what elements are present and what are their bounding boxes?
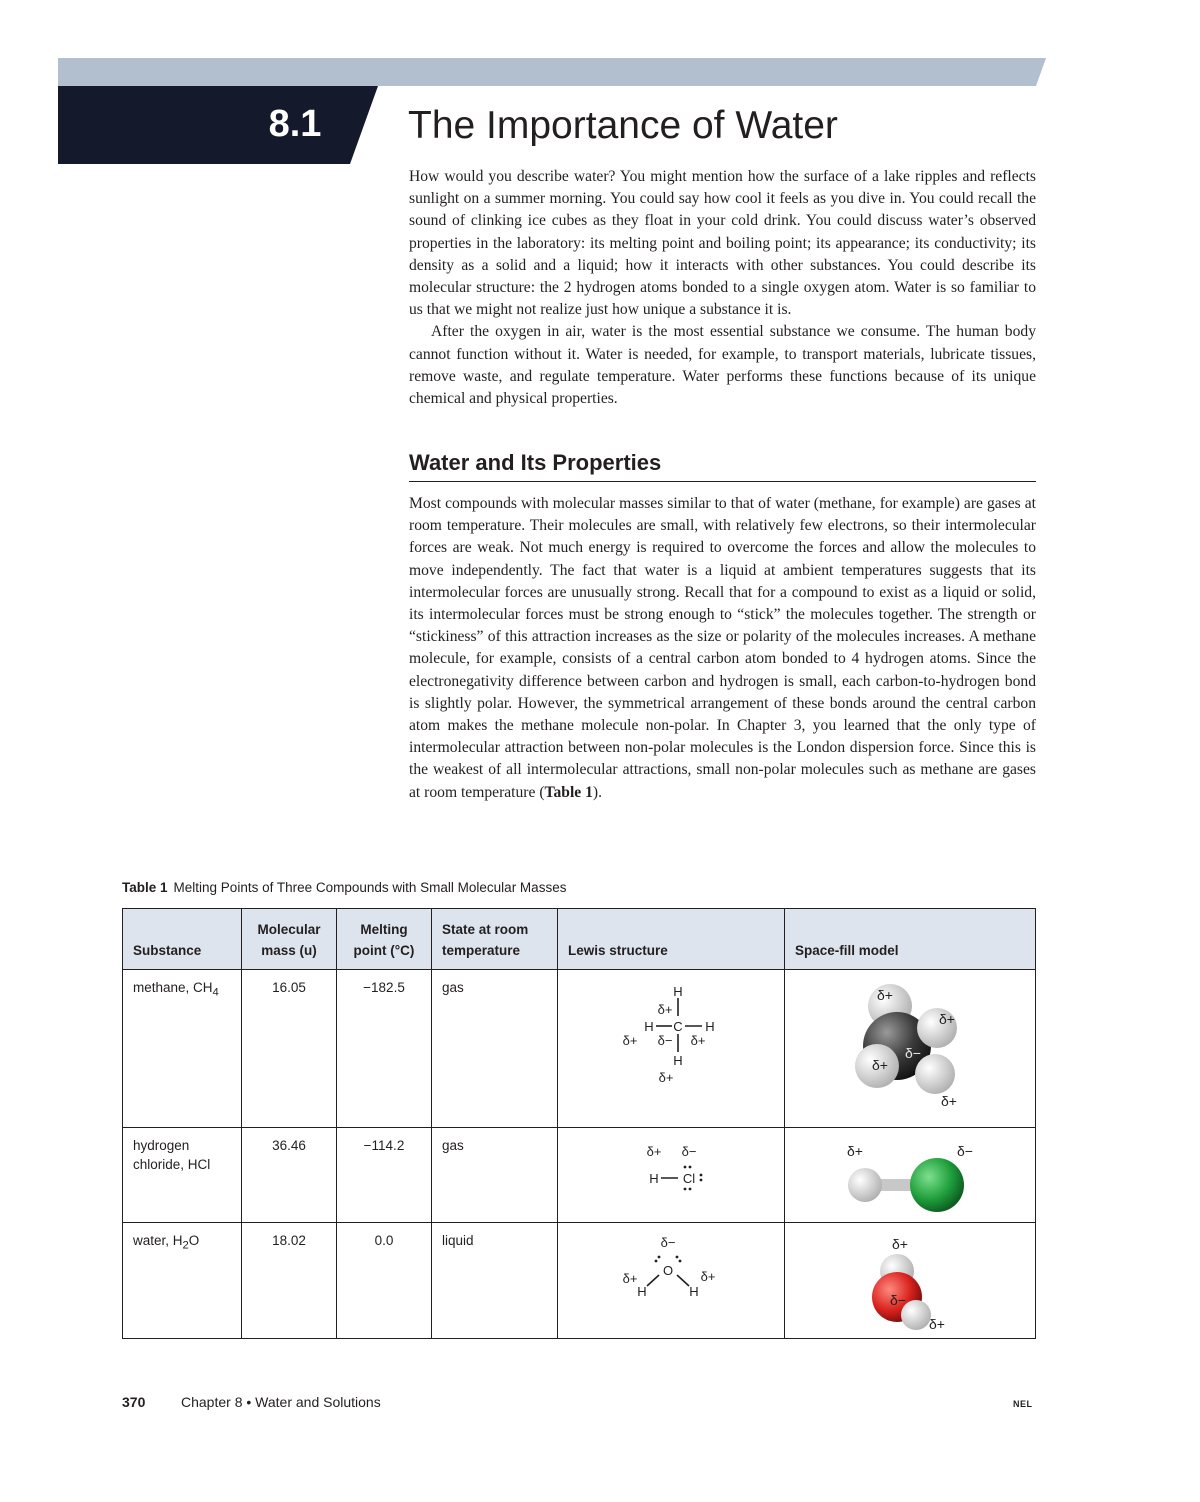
table-header-row (123, 909, 1036, 970)
cell-spacefill-hcl (785, 1128, 1036, 1223)
lewis-structure-methane (558, 970, 784, 1126)
methane-dp-right: δ+ (690, 1033, 706, 1048)
water-dp-right: δ+ (700, 1269, 716, 1284)
subsection-paragraph-end: ). (592, 783, 603, 801)
methane-dp-bottom: δ+ (658, 1070, 674, 1085)
hcl-model-dm: δ− (957, 1143, 973, 1159)
methane-model-dp-top: δ+ (877, 987, 893, 1003)
cell-substance: water, $H_2O$ (123, 1223, 242, 1339)
header-melting-point: Melting point (°C) (337, 909, 432, 970)
methane-dm-center: δ− (657, 1033, 673, 1048)
water-o: O (662, 1263, 674, 1278)
table-caption (122, 880, 566, 895)
cell-melting-point: −114.2 (337, 1128, 432, 1223)
header-state: State at room temperature (432, 909, 558, 970)
water-model-dm: δ− (890, 1292, 906, 1308)
methane-h-bottom: H (673, 1053, 683, 1068)
header-space-fill-model: Space-fill model (785, 909, 1036, 970)
table-label: Table 1 (122, 880, 168, 895)
subsection-heading: Water and Its Properties (409, 450, 1036, 482)
header-band-shape (58, 58, 1046, 86)
cell-state: liquid (432, 1223, 558, 1339)
cell-lewis-hcl (558, 1128, 785, 1223)
intro-text (409, 166, 1036, 410)
methane-dp-left: δ+ (622, 1033, 638, 1048)
water-h-right: H (689, 1284, 699, 1299)
hcl-dm: δ− (681, 1144, 697, 1159)
cell-state: gas (432, 1128, 558, 1223)
table-row-water (123, 1223, 1036, 1339)
header-substance: Substance (123, 909, 242, 970)
water-dm: δ− (660, 1235, 676, 1250)
subsection-text (409, 493, 1036, 804)
cell-substance: hydrogen chloride, HCl (123, 1128, 242, 1223)
cell-mass: 36.46 (242, 1128, 337, 1223)
section-title: The Importance of Water (408, 104, 838, 147)
methane-h-left: H (644, 1019, 654, 1034)
page-number: 370 (122, 1394, 146, 1410)
header-lewis-structure: Lewis structure (558, 909, 785, 970)
cell-melting-point: 0.0 (337, 1223, 432, 1339)
header-band (58, 58, 1046, 86)
cell-lewis-water (558, 1223, 785, 1339)
table-row-hydrogen-chloride (123, 1128, 1036, 1223)
water-h-left: H (637, 1284, 647, 1299)
publisher-mark: NEL (1013, 1399, 1033, 1409)
water-model-dp-bottom: δ+ (929, 1316, 945, 1332)
cell-melting-point: −182.5 (337, 970, 432, 1128)
water-dp-left: δ+ (622, 1271, 638, 1286)
cell-spacefill-methane (785, 970, 1036, 1128)
lewis-structure-water (558, 1223, 784, 1337)
space-fill-methane (785, 970, 1035, 1126)
hcl-dp: δ+ (646, 1144, 662, 1159)
cell-substance: methane, $CH_4$ (123, 970, 242, 1128)
methane-dp-top: δ+ (657, 1002, 673, 1017)
subsection-paragraph (409, 493, 1036, 804)
hcl-h: H (649, 1171, 659, 1186)
methane-model-dp-bottom: δ+ (941, 1093, 957, 1109)
cell-spacefill-water (785, 1223, 1036, 1339)
chapter-label: Chapter 8 • Water and Solutions (181, 1394, 381, 1410)
lewis-structure-hcl (558, 1128, 784, 1221)
cell-mass: 16.05 (242, 970, 337, 1128)
intro-paragraph-2: After the oxygen in air, water is the most essential substance we consume. The human body cannot function without it. Water is needed, for example, to transport materials, lubricate tissues, remove waste, and regulate temperature. Water performs these functions because of its unique chemical and physical properties. (409, 323, 1036, 408)
methane-c: C (673, 1019, 683, 1034)
water-model-dp-top: δ+ (892, 1236, 908, 1252)
methane-h-top: H (673, 984, 683, 999)
subsection-paragraph-body: Most compounds with molecular masses similar to that of water (methane, for example) are gases at room temperature. Their molecules are small, with relatively few electrons, so their intermolecular forces are weak. Not much energy is required to overcome the forces and allow the molecules to move independently. The fact that water is a liquid at ambient temperatures suggests that its intermolecular forces are unusually strong. Recall that for a compound to exist as a liquid or solid, its intermolecular forces must be strong enough to “stick” the molecules together. The strength or “stickiness” of this attraction increases as the size or polarity of the molecules increases. A methane molecule, for example, consists of a central carbon atom bonded to 4 hydrogen atoms. Since the electronegativity difference between carbon and hydrogen is small, each carbon-to-hydrogen bond is slightly polar. However, the symmetrical arrangement of these bonds around the central carbon atom makes the methane molecule non-polar. In Chapter 3, you learned that the only type of intermolecular attraction between non-polar molecules is the London dispersion force. Since this is the weakest of all intermolecular attractions, small non-polar molecules such as methane are gases at room temperature ( (409, 495, 1036, 801)
table-row-methane (123, 970, 1036, 1128)
space-fill-hcl (785, 1128, 1035, 1221)
intro-paragraph-1: How would you describe water? You might mention how the surface of a lake ripples and reflects sunlight on a summer morning. You could say how cool it feels as you dive in. You could recall the sound of clinking ice cubes as they float in your cold drink. You could discuss water’s observed properties in the laboratory: its melting point and boiling point; its appearance; its conductivity; its density as a solid and a liquid; how it interacts with other substances. You could describe its molecular structure: the 2 hydrogen atoms bonded to a single oxygen atom. Water is so familiar to us that we might not realize just how unique a substance it is. (409, 168, 1036, 319)
methane-model-dm: δ− (905, 1045, 921, 1061)
table-reference: Table 1 (544, 783, 593, 801)
section-number: 8.1 (268, 103, 322, 145)
melting-points-table (122, 908, 1036, 1339)
methane-model-dp-left: δ+ (872, 1057, 888, 1073)
hcl-cl: Cl (682, 1171, 696, 1186)
header-molecular-mass: Molecular mass (u) (242, 909, 337, 970)
cell-mass: 18.02 (242, 1223, 337, 1339)
space-fill-water (785, 1223, 1035, 1337)
cell-lewis-methane (558, 970, 785, 1128)
cell-state: gas (432, 970, 558, 1128)
methane-model-dp-right: δ+ (939, 1011, 955, 1027)
table-caption-text: Melting Points of Three Compounds with Small Molecular Masses (173, 880, 567, 895)
hcl-model-dp: δ+ (847, 1143, 863, 1159)
methane-h-right: H (705, 1019, 715, 1034)
